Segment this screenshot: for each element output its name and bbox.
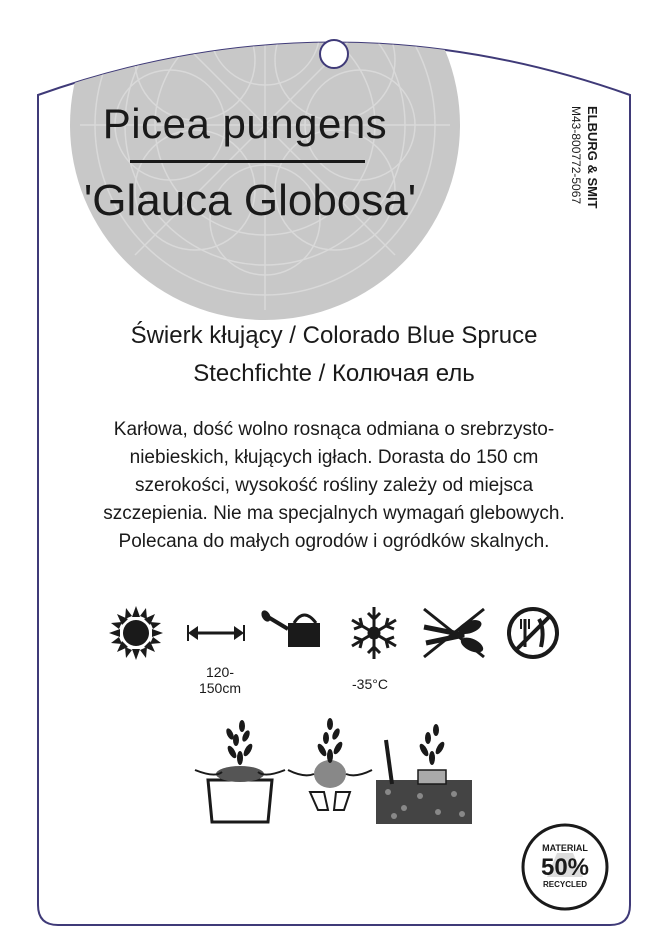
recycle-badge [523, 825, 607, 909]
title-divider [130, 160, 365, 163]
cultivar-name: 'Glauca Globosa' [83, 176, 417, 225]
recycle-bottom: RECYCLED [542, 880, 588, 889]
description-line: Karłowa, dość wolno rosnąca odmiana o srebrzysto- [113, 419, 555, 440]
width-caption-line2: 150cm [198, 680, 242, 696]
width-caption [180, 664, 260, 696]
hang-hole [320, 40, 348, 68]
common-names-line1: Świerk kłujący / Colorado Blue Spruce [130, 322, 538, 349]
description-line: Polecana do małych ogrodów i ogródków skalnych. [118, 531, 550, 552]
sun-icon [109, 606, 163, 660]
recycle-percent: 50% [540, 854, 590, 881]
recycle-top: MATERIAL [542, 843, 588, 853]
description-line: szczepienia. Nie ma specjalnych wymagań glebowych. [103, 503, 565, 524]
brand-code: M43-800772-5067 [569, 106, 583, 205]
temperature-caption: -35°C [352, 676, 388, 692]
common-names-line2: Stechfichte / Колючая ель [193, 360, 475, 387]
brand-vertical [560, 106, 600, 246]
latin-name: Picea pungens [102, 100, 388, 147]
description-line: szerokości, wysokość rośliny zależy od miejsca [134, 475, 534, 496]
description [60, 416, 608, 556]
brand-company: ELBURG & SMIT [585, 106, 600, 209]
width-caption-line1: 120- [205, 664, 235, 680]
description-line: niebieskich, kłujących igłach. Dorasta do 150 cm [129, 447, 539, 468]
